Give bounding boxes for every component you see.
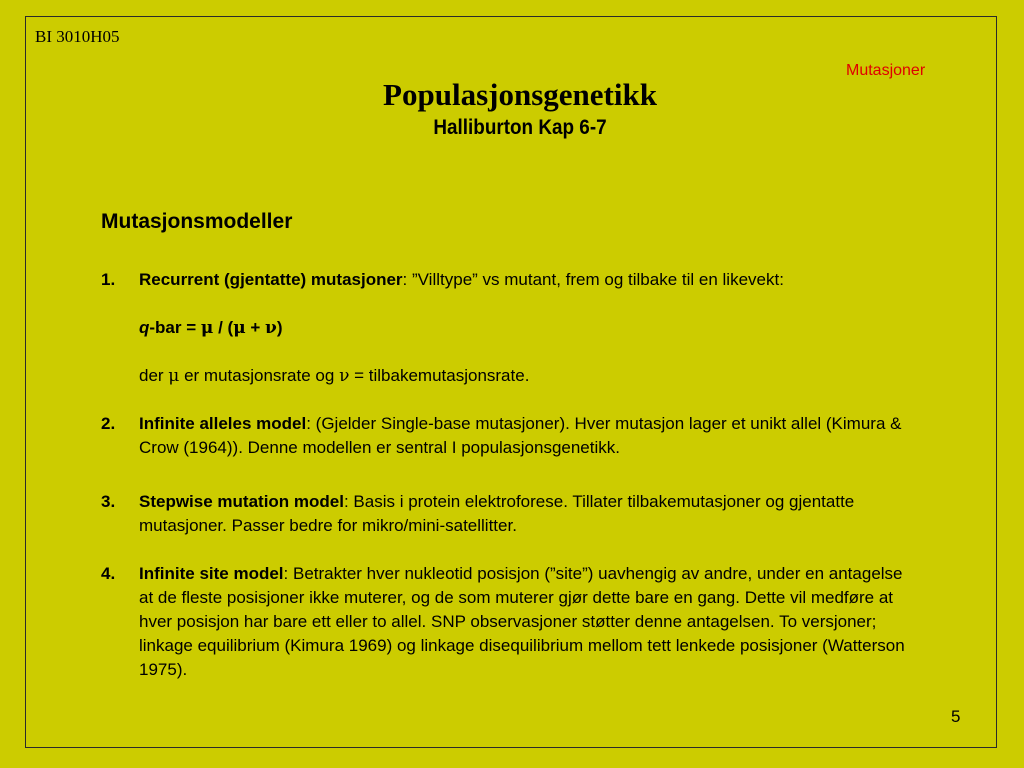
list-item-3 <box>101 490 921 538</box>
section-heading: Mutasjonsmodeller <box>101 210 293 233</box>
list-item-1 <box>101 268 921 292</box>
slide-title: Populasjonsgenetikk <box>383 77 657 112</box>
item-text: : Basis i protein elektroforese. Tillater tilbakemutasjoner og gjentatte mutasjoner. Passer bedre for mikro/mini-satellitter. <box>139 492 855 535</box>
list-item-2 <box>101 412 921 460</box>
course-code: BI 3010H05 <box>35 27 120 46</box>
slide-subtitle: Halliburton Kap 6-7 <box>433 116 607 139</box>
section-tag: Mutasjoner <box>846 62 926 79</box>
item-text: : (Gjelder Single-base mutasjoner). Hver mutasjon lager et unikt allel (Kimura & Crow (1964)). Denne modellen er sentral I populasjonsgenetikk. <box>139 414 902 457</box>
list-number: 1. <box>101 270 116 289</box>
item-text: : Betrakter hver nukleotid posisjon (”site”) uavhengig av andre, under en antagelse at de fleste posisjoner ikke muterer, og de som muterer gjør dette bare en gang. Dette vil medføre at hver posisjon har bare ett eller to allel. SNP observasjoner støtter denne antagelsen. To versjoner; linkage equilibrium (Kimura 1969) og linkage disequilibrium mellom tett lenkede posisjoner (Watterson 1975). <box>139 564 905 679</box>
item-text: : ”Villtype” vs mutant, frem og tilbake til en likevekt: <box>402 270 784 289</box>
list-number: 2. <box>101 414 116 433</box>
page-number: 5 <box>951 707 961 726</box>
formula: q-bar = μ / (μ + ν) <box>139 318 283 338</box>
list-item-4 <box>101 562 921 682</box>
item-term: Infinite site model <box>139 564 284 583</box>
formula-definition: der μ er mutasjonsrate og ν = tilbakemutasjonsrate. <box>139 366 530 386</box>
item-term: Recurrent (gjentatte) mutasjoner <box>139 270 403 289</box>
list-number: 4. <box>101 564 116 583</box>
item-term: Stepwise mutation model <box>139 492 344 511</box>
list-number: 3. <box>101 492 116 511</box>
formula-q: q <box>139 318 150 337</box>
item-term: Infinite alleles model <box>139 414 307 433</box>
